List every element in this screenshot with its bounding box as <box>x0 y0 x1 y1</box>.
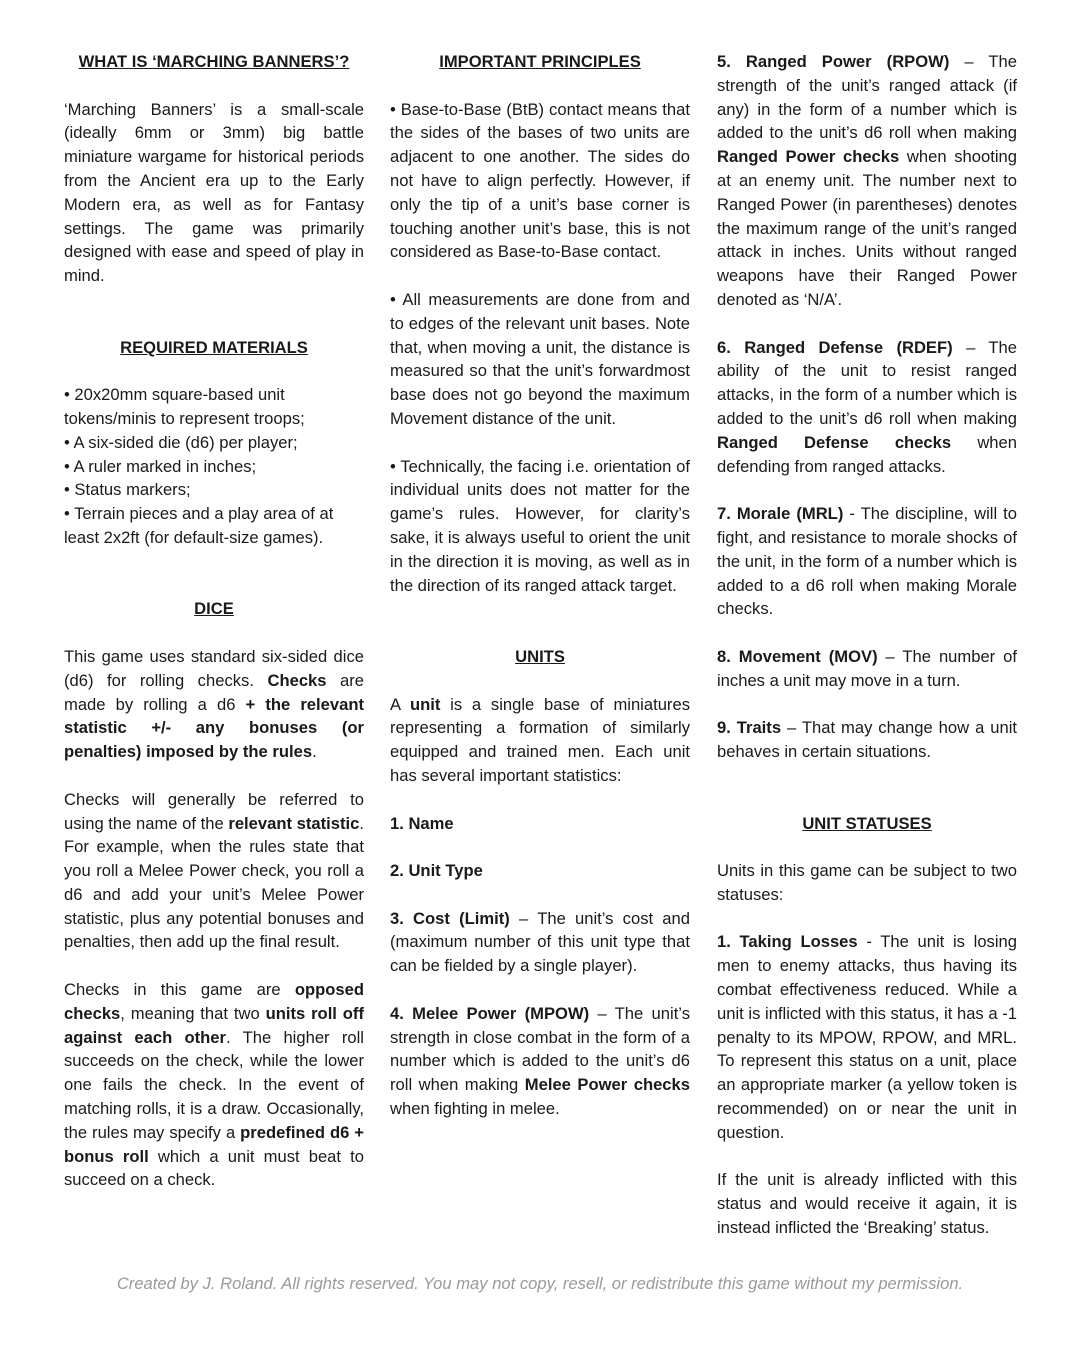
heading-dice: DICE <box>194 599 234 619</box>
heading-important-principles: IMPORTANT PRINCIPLES <box>439 52 641 71</box>
column-middle <box>390 50 690 1121</box>
heading-what-is: WHAT IS ‘MARCHING BANNERS’? <box>78 52 350 71</box>
status-taking-losses: 1. Taking Losses - The unit is losing men to enemy attacks, thus having its combat effectiveness reduced. While a unit is inflicted with this status, it has a -1 penalty to its MPOW, RPOW, and MRL. To represent this status on a unit, place an appropriate marker (a yellow token is recommended) on or near the unit in question. <box>717 932 1018 1142</box>
stat-melee-power: 4. Melee Power (MPOW) – The unit’s strength in close combat in the form of a number which is added to the unit’s d6 roll when making Melee Power checks when fighting in melee. <box>390 1003 690 1119</box>
stat-name: 1. Name <box>390 813 454 833</box>
principle-btb: • Base-to-Base (BtB) contact means that the sides of the bases of two units are adjacent to one another. The sides do not have to align perfectly. However, if only the tip of a unit’s base corner is touching another unit’s base, this is not considered as Base-to-Base contact. <box>390 99 690 262</box>
dice-paragraph-2: Checks will generally be referred to using the name of the relevant statistic. For example, when the rules state that you roll a Melee Power check, you roll a d6 and add your unit’s Melee Power statistic, plus any potential bonuses and penalties, then add up the final result. <box>64 789 364 952</box>
materials-item: • A ruler marked in inches; <box>64 456 257 476</box>
statuses-paragraph: Units in this game can be subject to two statuses: <box>717 861 1017 904</box>
stat-morale: 7. Morale (MRL) - The discipline, will to fight, and resistance to morale shocks of the unit, in the form of a number which is added to a d6 roll when making Morale checks. <box>717 504 1017 619</box>
materials-item: • 20x20mm square-based unit tokens/minis to represent troops; <box>64 385 305 428</box>
materials-item: • Terrain pieces and a play area of at least 2x2ft (for default-size games). <box>64 504 334 547</box>
stat-ranged-defense: 6. Ranged Defense (RDEF) – The ability of the unit to resist ranged attacks, in the form of a number which is added to the unit’s d6 roll when making Ranged Defense checks when defending from ranged attacks. <box>717 337 1017 476</box>
column-left <box>64 50 364 1192</box>
stat-movement: 8. Movement (MOV) – The number of inches a unit may move in a turn. <box>717 646 1017 690</box>
heading-required-materials: REQUIRED MATERIALS <box>120 337 308 357</box>
stat-unit-type: 2. Unit Type <box>390 861 483 881</box>
principle-facing: • Technically, the facing i.e. orientation of individual units does not matter for the game’s rules. However, for clarity’s sake, it is always useful to orient the unit in the direction it is moving, as well as in the direction of its ranged attack target. <box>390 456 690 595</box>
units-paragraph: A unit is a single base of miniatures representing a formation of similarly equipped and trained men. Each unit has several important statistics: <box>390 694 690 785</box>
heading-units: UNITS <box>515 646 565 666</box>
stat-cost: 3. Cost (Limit) – The unit’s cost and (maximum number of this unit type that can be fielded by a single player). <box>390 908 690 976</box>
stat-traits: 9. Traits – That may change how a unit behaves in certain situations. <box>717 718 1017 762</box>
intro-paragraph: ‘Marching Banners’ is a small-scale (ideally 6mm or 3mm) big battle miniature wargame for historical periods from the Ancient era up to the Early Modern era, as well as for Fantasy settings. The game was primarily designed with ease and speed of play in mind. <box>64 99 364 286</box>
principle-measurements: • All measurements are done from and to edges of the relevant unit bases. Note that, when moving a unit, the distance is measured so that the unit’s forwardmost base does not go beyond the maximum Movement distance of the unit. <box>390 289 690 428</box>
materials-item: • A six-sided die (d6) per player; <box>64 432 298 452</box>
status-breaking-note: If the unit is already inflicted with this status and would receive it again, it is instead inflicted the ‘Breaking’ status. <box>717 1170 1017 1238</box>
heading-unit-statuses: UNIT STATUSES <box>802 813 932 833</box>
column-right <box>717 50 1017 1240</box>
dice-paragraph-3: Checks in this game are opposed checks, meaning that two units roll off against each other. The higher roll succeeds on the check, while the lower one fails the check. In the event of matching rolls, it is a draw. Occasionally, the rules may specify a predefined d6 + bonus roll which a unit must beat to succeed on a check. <box>64 980 364 1190</box>
copyright-footer: Created by J. Roland. All rights reserved. You may not copy, resell, or redistribute this game without my permission. <box>116 1274 964 1293</box>
dice-paragraph-1: This game uses standard six-sided dice (d6) for rolling checks. Checks are made by rolling a d6 + the relevant statistic +/- any bonuses (or penalties) imposed by the rules. <box>64 646 365 762</box>
materials-item: • Status markers; <box>64 480 191 500</box>
stat-ranged-power: 5. Ranged Power (RPOW) – The strength of the unit’s ranged attack (if any) in the form of a number which is added to the unit’s d6 roll when making Ranged Power checks when shooting at an enemy unit. The number next to Ranged Power (in parentheses) denotes the maximum range of the unit’s ranged attack in inches. Units without ranged weapons have their Ranged Power denoted as ‘N/A’. <box>717 52 1017 309</box>
